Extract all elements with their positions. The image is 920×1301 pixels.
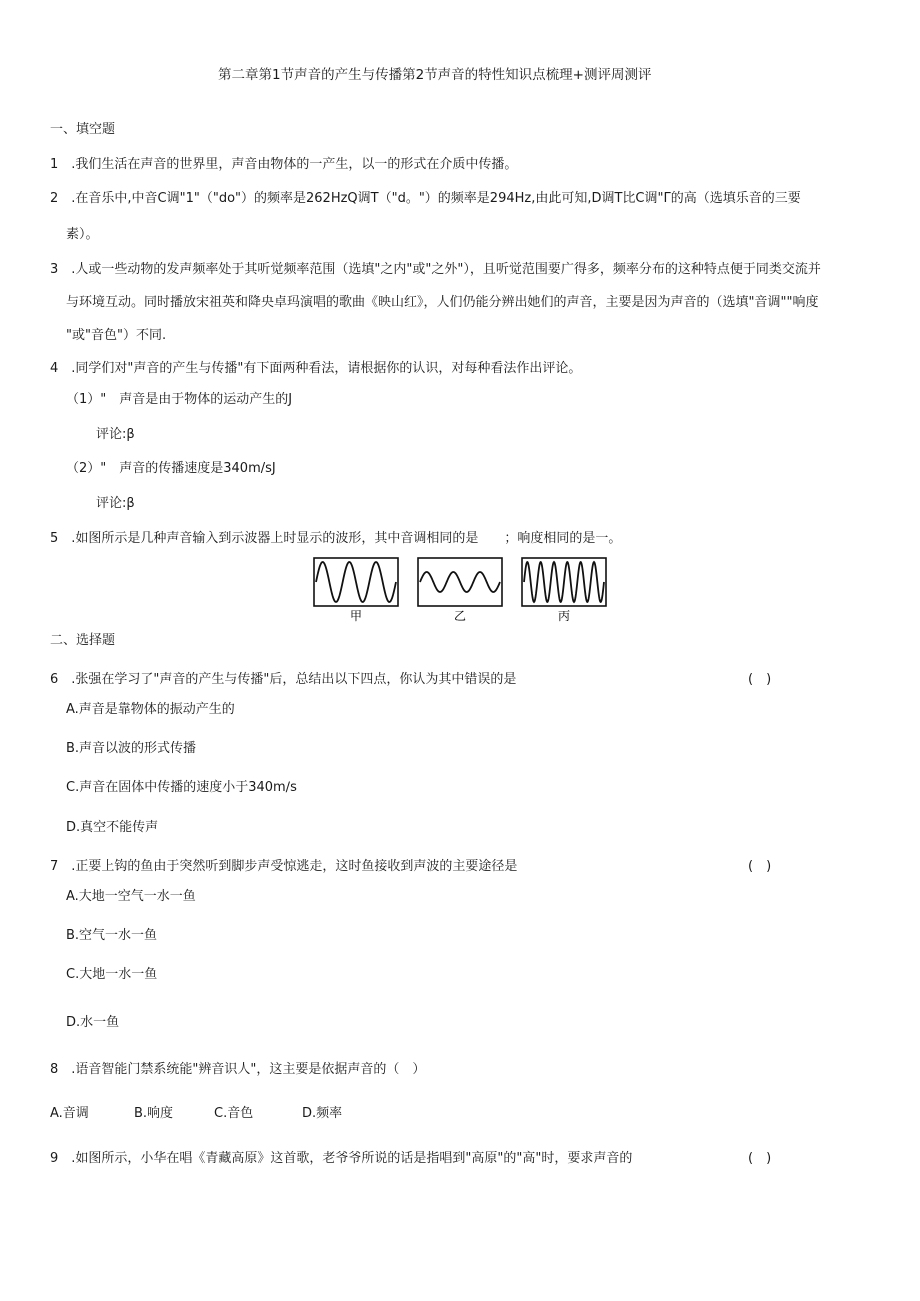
oscilloscope-waveform-figure <box>310 556 612 624</box>
wave-label-yi: 乙 <box>453 609 467 623</box>
question-7-answer-blank: ( ) <box>748 859 772 874</box>
question-8-option-d: D.频率 <box>302 1106 343 1121</box>
question-6-option-c: C.声音在固体中传播的速度小于340m∕s <box>66 780 297 795</box>
question-8-option-b: B.响度 <box>134 1106 174 1121</box>
question-9-answer-blank: ( ) <box>748 1151 772 1166</box>
question-3-line-2: 与环境互动。同时播放宋祖英和降央卓玛演唱的歌曲《映山红》，人们仍能分辨出她们的声音，主要是因为声音的（选填"音调""响度 <box>66 295 819 310</box>
question-7-option-b: B.空气一水一鱼 <box>66 928 158 943</box>
question-8-option-a: A.音调 <box>50 1106 89 1121</box>
question-4-comment-2: 评论:β <box>96 496 135 511</box>
wave-label-bing: 丙 <box>557 609 571 623</box>
waveform-yi <box>418 558 502 606</box>
question-9: 9 .如图所示，小华在唱《青藏高原》这首歌，老爷爷所说的话是指唱到"高原"的"高"时，要求声音的 <box>50 1151 633 1166</box>
wave-label-jia: 甲 <box>349 609 363 623</box>
section-heading-fill-in: 一、填空题 <box>50 122 116 137</box>
question-3-line-3: "或"音色"）不同. <box>66 328 167 343</box>
question-8-option-c: C.音色 <box>214 1106 254 1121</box>
page-title: 第二章第1节声音的产生与传播第2节声音的特性知识点梳理+测评周测评 <box>218 67 652 83</box>
question-7-option-d: D.水一鱼 <box>66 1015 120 1030</box>
question-7: 7 .正要上钩的鱼由于突然听到脚步声受惊逃走，这时鱼接收到声波的主要途径是 <box>50 859 518 874</box>
question-4-view-1: （1）" 声音是由于物体的运动产生的J <box>66 392 293 407</box>
question-4-comment-1: 评论:β <box>96 427 135 442</box>
question-6-option-a: A.声音是靠物体的振动产生的 <box>66 702 235 717</box>
waveform-bing <box>522 558 606 606</box>
question-3-line-1: 3 .人或一些动物的发声频率处于其听觉频率范围（选填"之内"或"之外"），且听觉范围要广得多，频率分布的这种特点便于同类交流并 <box>50 262 821 277</box>
question-7-option-a: A.大地一空气一水一鱼 <box>66 889 196 904</box>
question-2-line-2: 素）。 <box>66 227 99 242</box>
question-5: 5 .如图所示是几种声音输入到示波器上时显示的波形，其中音调相同的是 ；响度相同的是一。 <box>50 531 622 546</box>
question-1: 1 .我们生活在声音的世界里，声音由物体的一产生，以一的形式在介质中传播。 <box>50 157 518 172</box>
question-7-option-c: C.大地一水一鱼 <box>66 967 158 982</box>
question-4: 4 .同学们对"声音的产生与传播"有下面两种看法，请根据你的认识，对每种看法作出评论。 <box>50 361 582 376</box>
section-heading-choice: 二、选择题 <box>50 633 116 648</box>
waveform-jia <box>314 558 398 606</box>
question-6-option-b: B.声音以波的形式传播 <box>66 741 197 756</box>
question-8: 8 .语音智能门禁系统能"辨音识人"，这主要是依据声音的（ ） <box>50 1062 426 1077</box>
question-6: 6 .张强在学习了"声音的产生与传播"后，总结出以下四点，你认为其中错误的是 <box>50 672 517 687</box>
question-6-answer-blank: ( ) <box>748 672 772 687</box>
question-2-line-1: 2 .在音乐中,中音C调"1"（"do"）的频率是262HzQ调T（"d。"）的频率是294Hz,由此可知,D调T比C调"Γ的高（选填乐音的三要 <box>50 191 801 206</box>
question-4-view-2: （2）" 声音的传播速度是340m/sJ <box>66 461 276 476</box>
question-6-option-d: D.真空不能传声 <box>66 820 159 835</box>
